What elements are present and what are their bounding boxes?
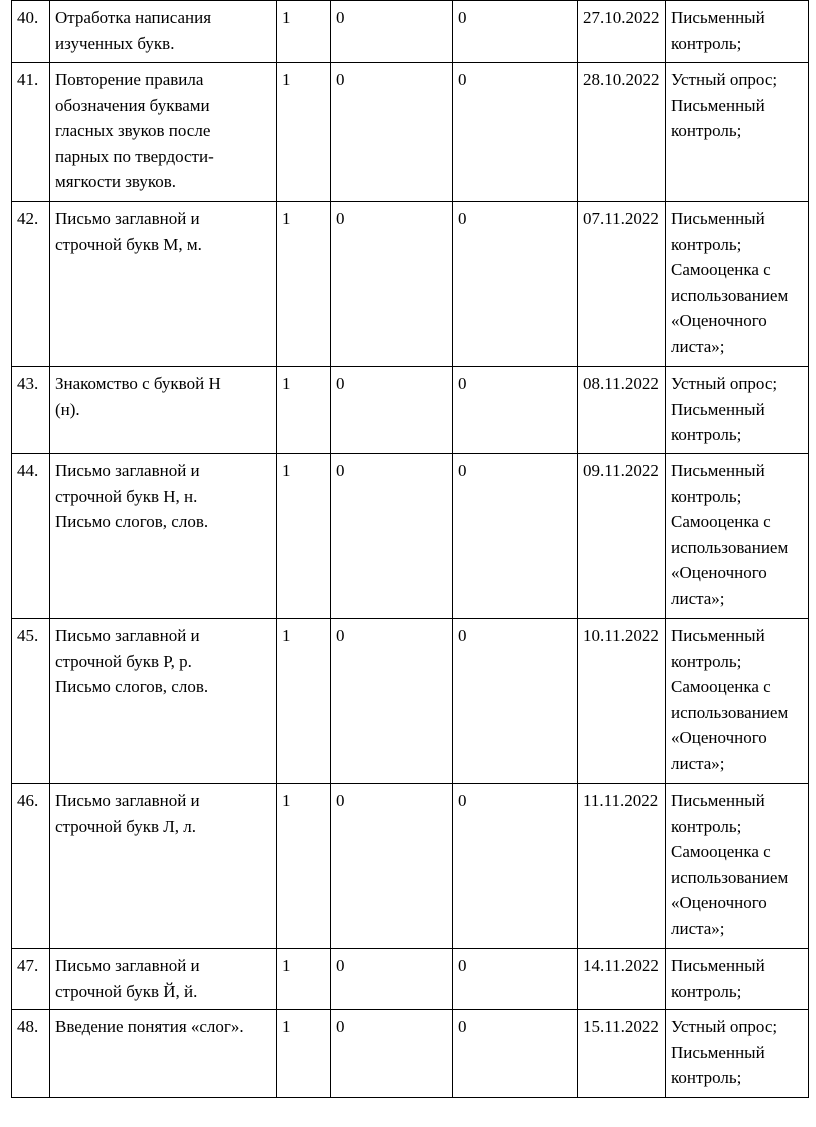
hours-test: 0 — [331, 63, 453, 202]
hours-practice: 0 — [453, 202, 578, 367]
lesson-topic: Знакомство с буквой Н (н). — [50, 367, 277, 454]
hours-test: 0 — [331, 367, 453, 454]
table-row — [12, 454, 809, 619]
control-form: Письменный контроль; Самооценка с использованием «Оценочного листа»; — [666, 619, 809, 784]
control-form: Письменный контроль; — [666, 1, 809, 63]
table-row — [12, 949, 809, 1010]
hours-total: 1 — [277, 1, 331, 63]
hours-total: 1 — [277, 1010, 331, 1098]
hours-practice: 0 — [453, 1, 578, 63]
lesson-topic: Письмо заглавной и строчной букв Н, н. Письмо слогов, слов. — [50, 454, 277, 619]
control-form: Письменный контроль; Самооценка с использованием «Оценочного листа»; — [666, 784, 809, 949]
control-form: Письменный контроль; Самооценка с использованием «Оценочного листа»; — [666, 202, 809, 367]
lesson-topic: Письмо заглавной и строчной букв Л, л. — [50, 784, 277, 949]
control-form: Письменный контроль; — [666, 949, 809, 1010]
lesson-topic: Повторение правила обозначения буквами гласных звуков после парных по твердости- мягкости звуков. — [50, 63, 277, 202]
hours-test: 0 — [331, 1010, 453, 1098]
hours-test: 0 — [331, 1, 453, 63]
hours-practice: 0 — [453, 949, 578, 1010]
hours-practice: 0 — [453, 63, 578, 202]
lesson-number: 45. — [12, 619, 50, 784]
lesson-date: 27.10.2022 — [578, 1, 666, 63]
lesson-topic: Введение понятия «слог». — [50, 1010, 277, 1098]
lesson-number: 44. — [12, 454, 50, 619]
table-row — [12, 784, 809, 949]
control-form: Устный опрос; Письменный контроль; — [666, 367, 809, 454]
hours-practice: 0 — [453, 784, 578, 949]
lesson-date: 07.11.2022 — [578, 202, 666, 367]
hours-total: 1 — [277, 367, 331, 454]
lesson-topic: Отработка написания изученных букв. — [50, 1, 277, 63]
lesson-topic: Письмо заглавной и строчной букв Р, р. Письмо слогов, слов. — [50, 619, 277, 784]
hours-total: 1 — [277, 949, 331, 1010]
hours-practice: 0 — [453, 367, 578, 454]
hours-total: 1 — [277, 63, 331, 202]
hours-total: 1 — [277, 784, 331, 949]
lesson-date: 09.11.2022 — [578, 454, 666, 619]
lesson-date: 10.11.2022 — [578, 619, 666, 784]
lesson-number: 40. — [12, 1, 50, 63]
lesson-plan-table — [11, 0, 809, 1098]
table-row — [12, 1010, 809, 1098]
lesson-topic: Письмо заглавной и строчной букв Й, й. — [50, 949, 277, 1010]
table-row — [12, 367, 809, 454]
lesson-date: 08.11.2022 — [578, 367, 666, 454]
hours-total: 1 — [277, 619, 331, 784]
hours-test: 0 — [331, 202, 453, 367]
control-form: Письменный контроль; Самооценка с использованием «Оценочного листа»; — [666, 454, 809, 619]
table-body — [12, 1, 809, 1098]
lesson-number: 47. — [12, 949, 50, 1010]
lesson-date: 14.11.2022 — [578, 949, 666, 1010]
hours-total: 1 — [277, 202, 331, 367]
table-row — [12, 202, 809, 367]
lesson-number: 42. — [12, 202, 50, 367]
hours-test: 0 — [331, 454, 453, 619]
hours-practice: 0 — [453, 1010, 578, 1098]
lesson-topic: Письмо заглавной и строчной букв М, м. — [50, 202, 277, 367]
lesson-number: 48. — [12, 1010, 50, 1098]
lesson-number: 41. — [12, 63, 50, 202]
control-form: Устный опрос; Письменный контроль; — [666, 63, 809, 202]
hours-practice: 0 — [453, 454, 578, 619]
control-form: Устный опрос; Письменный контроль; — [666, 1010, 809, 1098]
table-row — [12, 619, 809, 784]
hours-test: 0 — [331, 949, 453, 1010]
table-row — [12, 63, 809, 202]
lesson-date: 28.10.2022 — [578, 63, 666, 202]
lesson-date: 11.11.2022 — [578, 784, 666, 949]
lesson-number: 46. — [12, 784, 50, 949]
lesson-date: 15.11.2022 — [578, 1010, 666, 1098]
hours-test: 0 — [331, 619, 453, 784]
lesson-number: 43. — [12, 367, 50, 454]
hours-total: 1 — [277, 454, 331, 619]
table-row — [12, 1, 809, 63]
hours-practice: 0 — [453, 619, 578, 784]
hours-test: 0 — [331, 784, 453, 949]
